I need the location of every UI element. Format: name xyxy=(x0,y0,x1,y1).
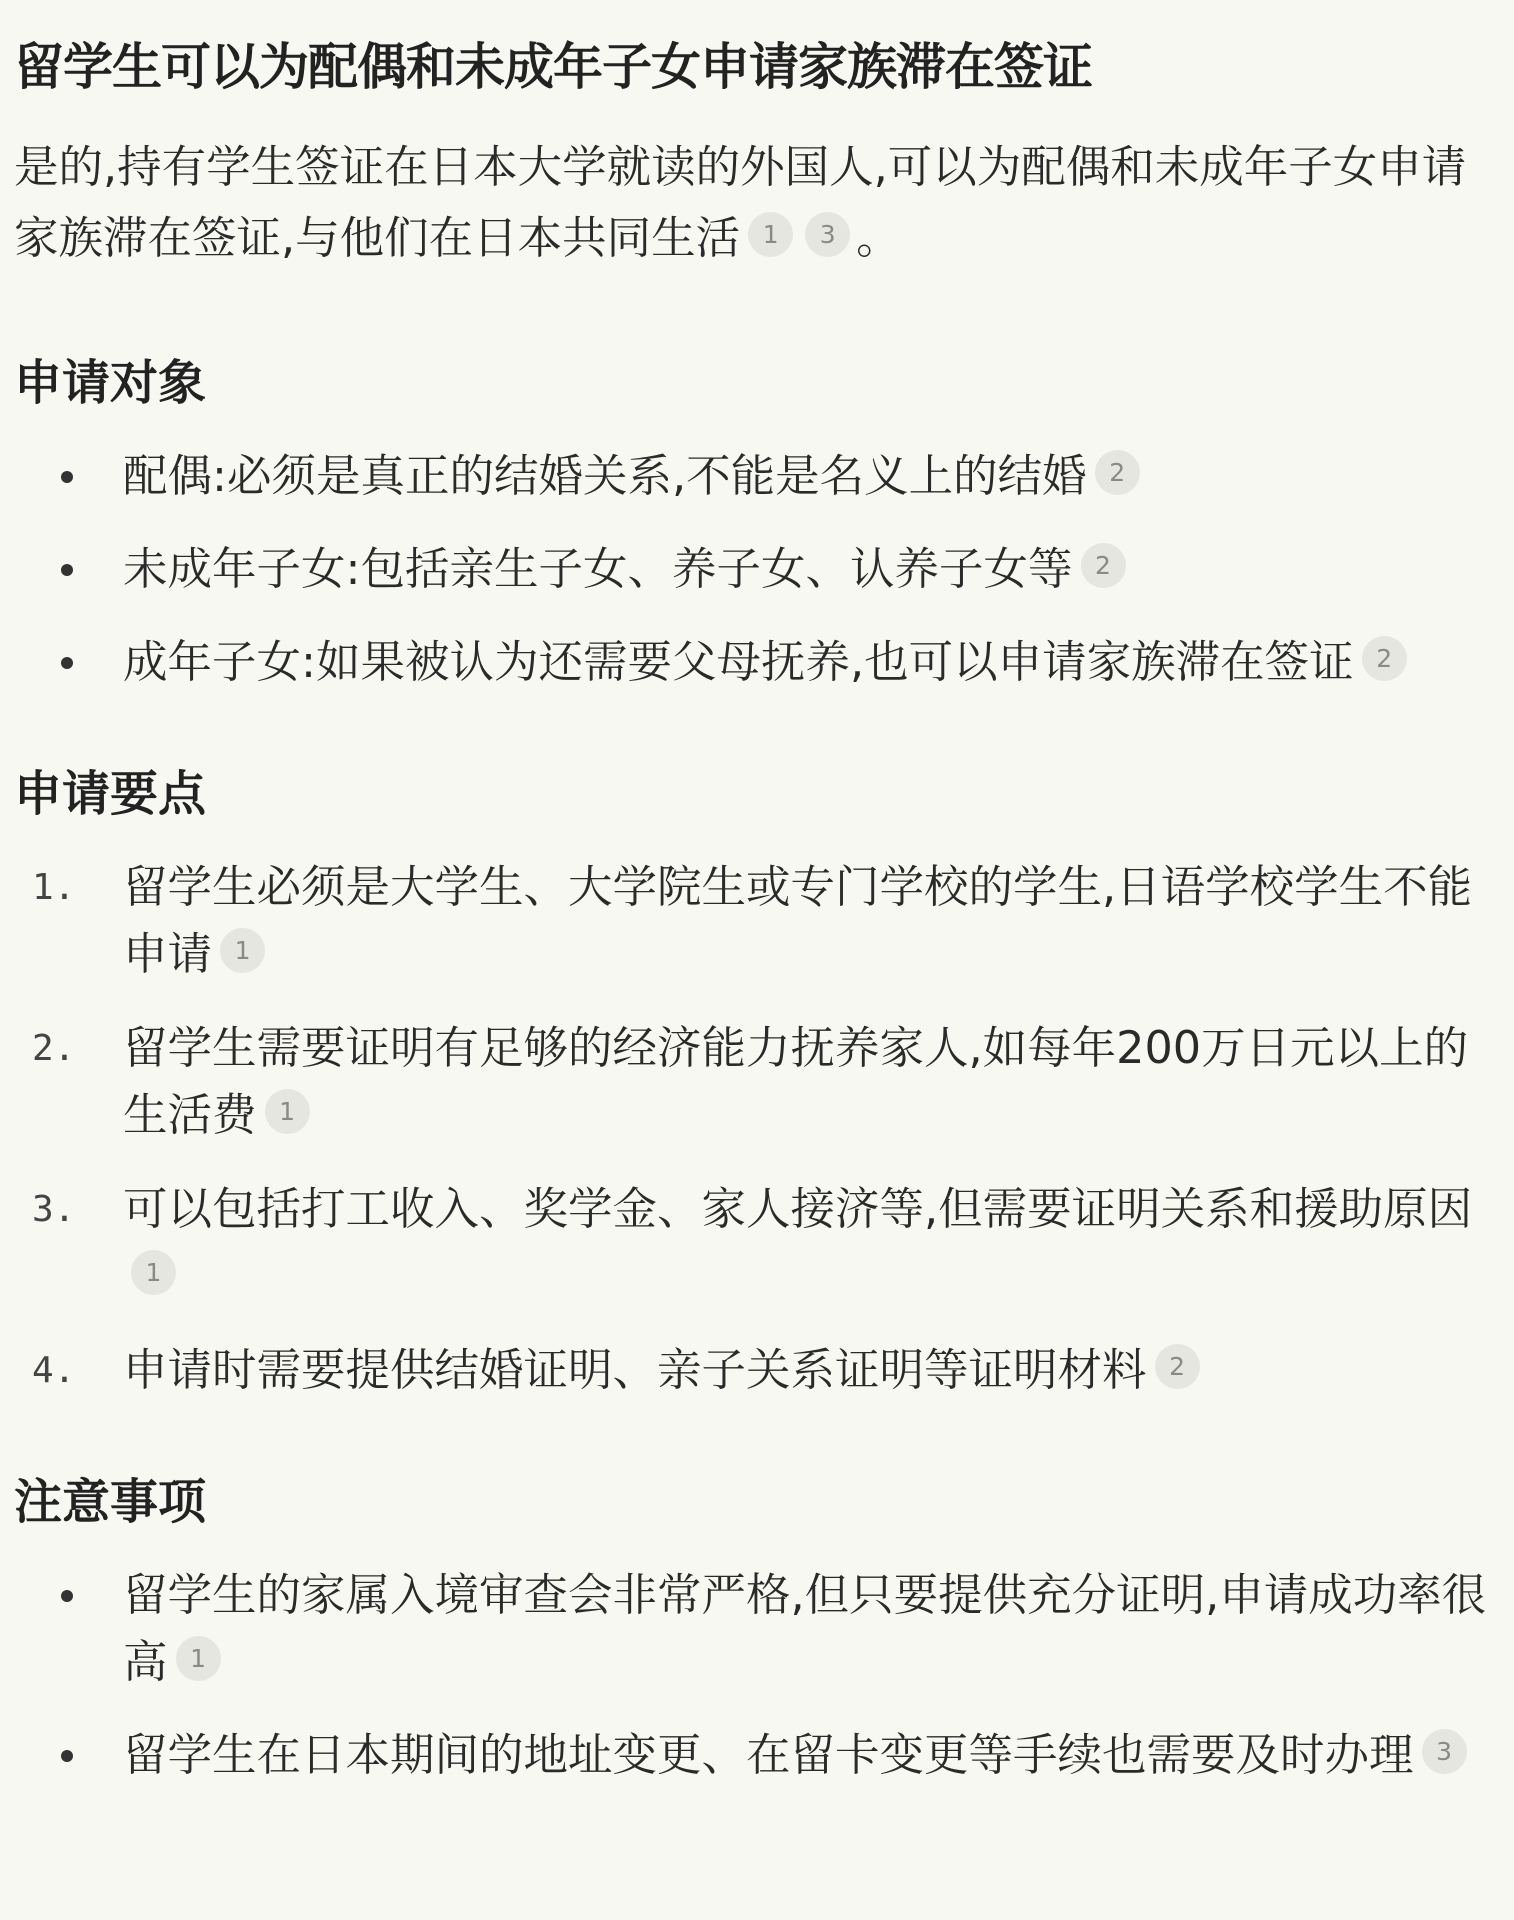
list-number: 1. xyxy=(32,867,76,908)
list-item xyxy=(14,1562,1501,1696)
citation-badge[interactable]: 2 xyxy=(1095,450,1140,495)
citation-badge[interactable]: 1 xyxy=(176,1636,221,1681)
list-item-text: 申请时需要提供结婚证明、亲子关系证明等证明材料 xyxy=(123,1345,1147,1396)
section-heading-applicants: 申请对象 xyxy=(14,355,207,411)
applicants-list xyxy=(14,443,1500,696)
list-item xyxy=(14,1015,1501,1149)
page-title: 留学生可以为配偶和未成年子女申请家族滞在签证 xyxy=(14,38,1092,96)
list-item xyxy=(14,629,1501,696)
citation-badge[interactable]: 2 xyxy=(1155,1344,1200,1389)
list-item-text: 留学生在日本期间的地址变更、在留卡变更等手续也需要及时办理 xyxy=(123,1730,1414,1781)
intro-end-punct: 。 xyxy=(856,213,901,264)
bullet-dot xyxy=(61,564,73,576)
list-item-text: 未成年子女:包括亲生子女、养子女、认养子女等 xyxy=(123,544,1073,595)
section-heading-notes: 注意事项 xyxy=(14,1474,207,1530)
list-item xyxy=(14,1176,1501,1310)
citation-badge[interactable]: 1 xyxy=(131,1250,176,1295)
list-item-text: 留学生需要证明有足够的经济能力抚养家人,如每年200万日元以上的生活费 xyxy=(123,1023,1469,1141)
list-item xyxy=(14,854,1501,988)
citation-badge[interactable]: 3 xyxy=(805,212,850,257)
list-item xyxy=(14,443,1501,510)
citation-badge[interactable]: 1 xyxy=(220,928,265,973)
citation-badge[interactable]: 2 xyxy=(1362,636,1407,681)
bullet-dot xyxy=(61,1590,73,1602)
list-number: 3. xyxy=(32,1189,76,1230)
intro-text: 是的,持有学生签证在日本大学就读的外国人,可以为配偶和未成年子女申请家族滞在签证,与他们在日本共同生活 xyxy=(14,142,1467,264)
list-item xyxy=(14,1337,1501,1404)
list-item-text: 可以包括打工收入、奖学金、家人接济等,但需要证明关系和援助原因 xyxy=(123,1184,1473,1235)
list-number: 4. xyxy=(32,1350,76,1391)
citation-badge[interactable]: 2 xyxy=(1081,543,1126,588)
citation-badge[interactable]: 3 xyxy=(1422,1729,1467,1774)
list-item xyxy=(14,1722,1501,1789)
list-item-text: 成年子女:如果被认为还需要父母抚养,也可以申请家族滞在签证 xyxy=(123,637,1354,688)
list-item-text: 配偶:必须是真正的结婚关系,不能是名义上的结婚 xyxy=(123,451,1087,502)
intro-paragraph xyxy=(14,132,1502,274)
bullet-dot xyxy=(61,471,73,483)
list-item-text: 留学生的家属入境审查会非常严格,但只要提供充分证明,申请成功率很高 xyxy=(123,1570,1487,1688)
bullet-dot xyxy=(61,1750,73,1762)
key-points-list xyxy=(14,854,1500,1404)
bullet-dot xyxy=(61,657,73,669)
list-item xyxy=(14,536,1501,603)
citation-badge[interactable]: 1 xyxy=(265,1089,310,1134)
citation-badge[interactable]: 1 xyxy=(748,212,793,257)
section-heading-key-points: 申请要点 xyxy=(14,766,207,822)
notes-list xyxy=(14,1562,1500,1789)
list-item-text: 留学生必须是大学生、大学院生或专门学校的学生,日语学校学生不能申请 xyxy=(123,862,1473,980)
list-number: 2. xyxy=(32,1028,76,1069)
